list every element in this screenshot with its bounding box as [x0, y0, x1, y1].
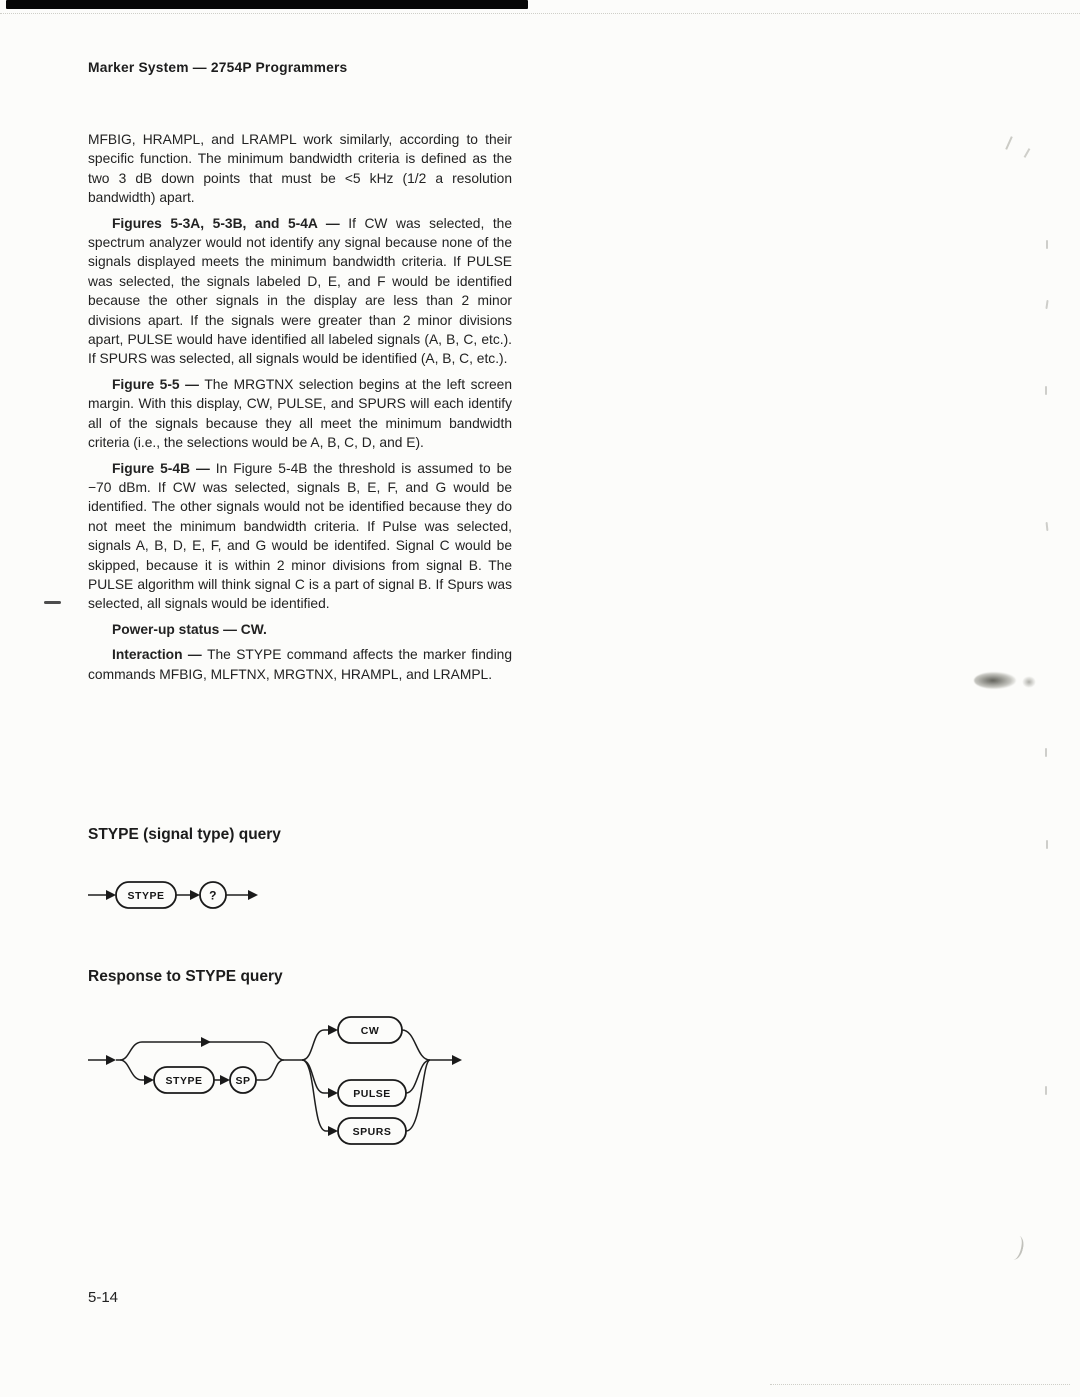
node-label-spurs: SPURS: [352, 1126, 392, 1138]
paragraph-lead: Figure 5-5 —: [112, 376, 205, 392]
running-title: Marker System — 2754P Programmers: [88, 60, 348, 75]
scan-artifact-margin-dash: [44, 601, 61, 604]
scan-artifact-tick: [1046, 240, 1048, 249]
arrow-icon: [144, 1075, 154, 1085]
section-heading-stype-query: STYPE (signal type) query: [88, 826, 281, 843]
scan-artifact-top-dots: [0, 13, 1080, 14]
arrow-icon: [248, 890, 258, 900]
arrow-icon: [201, 1037, 211, 1047]
scan-artifact-smudge: [974, 672, 1016, 689]
paragraph-figure-55: [88, 375, 512, 453]
scan-artifact-top-bar: [6, 0, 528, 9]
node-label-pulse: PULSE: [353, 1088, 391, 1100]
section-heading-stype-response: Response to STYPE query: [88, 968, 283, 985]
paragraph-text: If CW was selected, the spectrum analyzer would not identify any signal because none of the signals displayed meets the minimum bandwidth criteria. If PULSE was selected, the signals labeled D, E, and F would be identified because the other signals in the display are less than 2 minor divisions apart. If the signals were greater than 2 minor divisions apart, PULSE would have identified all labeled signals (A, B, C, etc.). If SPURS was selected, all signals would be identified (A, B, C, etc.).: [88, 215, 513, 367]
arrow-icon: [106, 890, 116, 900]
page-number: 5-14: [88, 1289, 119, 1306]
paragraph-lead: Figure 5-4B —: [112, 460, 216, 476]
connector: [406, 1060, 430, 1131]
page-header: [88, 60, 347, 75]
paragraph-figure-54b: [88, 459, 512, 614]
scan-artifact-tick: [1045, 300, 1048, 309]
scan-artifact-tick: [1045, 1086, 1047, 1095]
scan-artifact-tick: [1045, 386, 1047, 395]
connector: [302, 1060, 328, 1093]
node-label-question: ?: [209, 888, 217, 903]
node-label-sp: SP: [235, 1075, 251, 1087]
arrow-icon: [328, 1088, 338, 1098]
connector: [302, 1060, 328, 1131]
scan-artifact-mark: [1024, 148, 1031, 158]
connector: [120, 1060, 144, 1080]
paragraph-lead: Figures 5-3A, 5-3B, and 5-4A —: [112, 215, 349, 231]
arrow-icon: [328, 1126, 338, 1136]
paragraph-text: The STYPE command affects the marker finding commands MFBIG, MLFTNX, MRGTNX, HRAMPL, and LRAMPL.: [88, 647, 512, 682]
paragraph-text: The MRGTNX selection begins at the left screen margin. With this display, CW, PULSE, and SPURS will each identify all of the signals because they all meet the minimum bandwidth criteria (i.e., the selections would be A, B, C, D, and E).: [88, 376, 512, 451]
scan-artifact-paren: [1009, 1235, 1025, 1261]
scan-artifact-bottom-dots: [770, 1384, 1070, 1385]
connector: [402, 1030, 430, 1060]
body-column: [88, 130, 512, 690]
node-label-stype: STYPE: [127, 890, 165, 902]
paragraph-text: In Figure 5-4B the threshold is assumed to be −70 dBm. If CW was selected, signals B, E, F, and G would be identified. The other signals would not be identified because they do not meet the minimum bandwidth criteria. If Pulse was selected, signals A, B, D, E, F, and G would be identifed. Signal C would be skipped, because it is within 2 minor divisions from signal B. The PULSE algorithm will think signal C is a part of signal B. If Spurs was selected, all signals would be identified.: [88, 460, 512, 612]
paragraph-powerup-status: [88, 620, 512, 639]
paragraph-lead: Interaction —: [112, 647, 208, 663]
node-label-stype: STYPE: [165, 1075, 203, 1087]
scan-artifact-smudge: [1022, 676, 1036, 688]
connector: [302, 1030, 328, 1060]
arrow-icon: [106, 1055, 116, 1065]
paragraph-figures-534: [88, 214, 512, 369]
stype-response-syntax-diagram: [86, 1006, 476, 1156]
paragraph-lead: Power-up status — CW.: [112, 621, 267, 637]
node-label-cw: CW: [360, 1025, 380, 1037]
scan-artifact-tick: [1046, 522, 1049, 531]
arrow-icon: [328, 1025, 338, 1035]
stype-query-syntax-diagram: [86, 872, 276, 918]
arrow-icon: [220, 1075, 230, 1085]
arrow-icon: [452, 1055, 462, 1065]
paragraph-intro: [88, 130, 512, 208]
connector: [256, 1060, 284, 1080]
scan-artifact-tick: [1046, 840, 1048, 849]
arrow-icon: [190, 890, 200, 900]
paragraph-interaction: [88, 645, 512, 684]
scan-artifact-mark: [1005, 136, 1013, 150]
scan-artifact-tick: [1045, 748, 1047, 757]
paragraph-text: MFBIG, HRAMPL, and LRAMPL work similarly, according to their specific function. The minimum bandwidth criteria is defined as the two 3 dB down points that must be <5 kHz (1/2 a resolution bandwidth) apart.: [88, 132, 512, 206]
